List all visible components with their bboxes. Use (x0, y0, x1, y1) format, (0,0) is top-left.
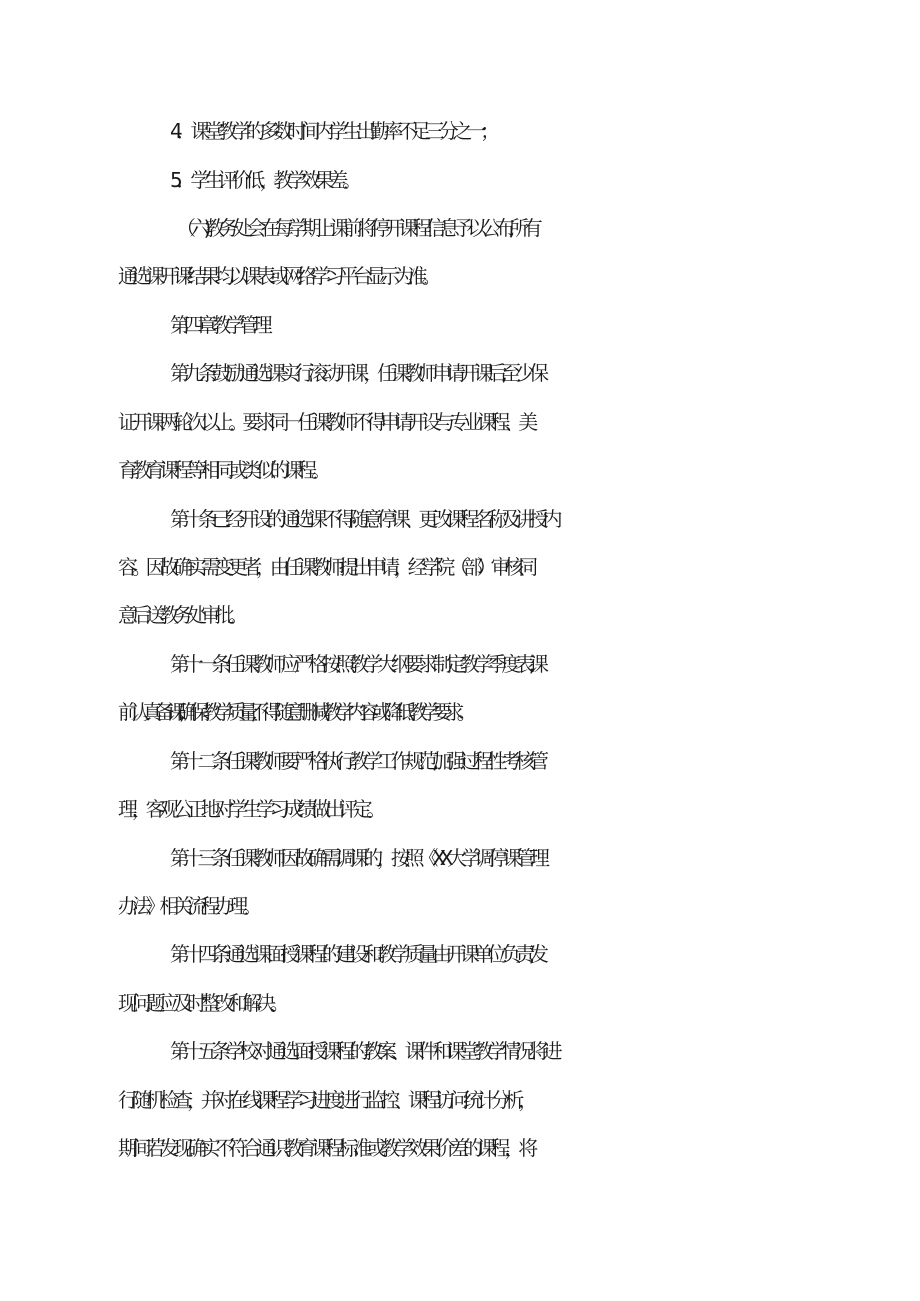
article-13-line-1: 第十三条任课教师因故确需调课的，按照《XX大学调停课管理 (170, 846, 544, 870)
article-10-line-3: 意后送教务处审批。 (118, 603, 243, 627)
article-11-line-1: 第十一条任课教师应严格按照教学大纲要求制定教学季度表,课 (170, 652, 543, 676)
article-9-line-2: 证开课两轮次以上。要求同一任课教师不得申请开设与专业课程、美 (118, 410, 532, 434)
article-14-line-1: 第十四条通选课面授课程的建设和教学质量由开课单位负责,发 (170, 942, 543, 966)
article-9-line-1: 第九条鼓励通选课实行滚动开课，任课教师申请开课后,至少保 (170, 361, 543, 385)
paragraph-6-line-1: （六)教务处会在每学期上课前将停开课程信息予以公布,所有 (176, 216, 537, 240)
article-15-line-3: 期间若发现确实不符合通识教育课程标准或教学效果价差的课程，将 (118, 1136, 532, 1160)
article-12-line-2: 理，客观公正地对学生学习成绩做出评定。 (118, 797, 381, 821)
article-11-line-2: 前认真备课,确保教学质量,不得随意删减教学内容或降低教学要求。 (118, 700, 469, 724)
list-item-5: 5．学生评价低，教学效果差。 (170, 168, 356, 192)
article-15-line-2: 行随机检查，并对在线课程学习进度进行监控、课程访问统计分析， (118, 1088, 532, 1112)
chapter-heading: 第四章教学管理 (170, 313, 267, 337)
article-12-line-1: 第十二条任课教师要严格执行教学工作规范,加强过程性考核管 (170, 749, 543, 773)
article-14-line-2: 现问题应及时整改和解决。 (118, 991, 284, 1015)
article-10-line-2: 容。因故确实需变更者，由任课教师提出申请，经学院（部）审核同 (118, 555, 532, 579)
article-9-line-3: 育教育课程等相同或类似的课程。 (118, 458, 325, 482)
article-13-line-2: 办法》相关流程办理。 (118, 894, 256, 918)
article-10-line-1: 第十条已经开设的通选课不得随意停课、更改课程名称及讲授内 (170, 507, 557, 531)
paragraph-6-line-2: 通选课开课结果均以课表或网络学习平台显示为准。 (118, 264, 436, 288)
article-15-line-1: 第十五条学校对通选面授课程的教案、课件和课堂教学情况将进 (170, 1039, 557, 1063)
list-item-4: 4．课堂教学的多数时间内学生出勤率不足三分之一； (170, 119, 494, 143)
